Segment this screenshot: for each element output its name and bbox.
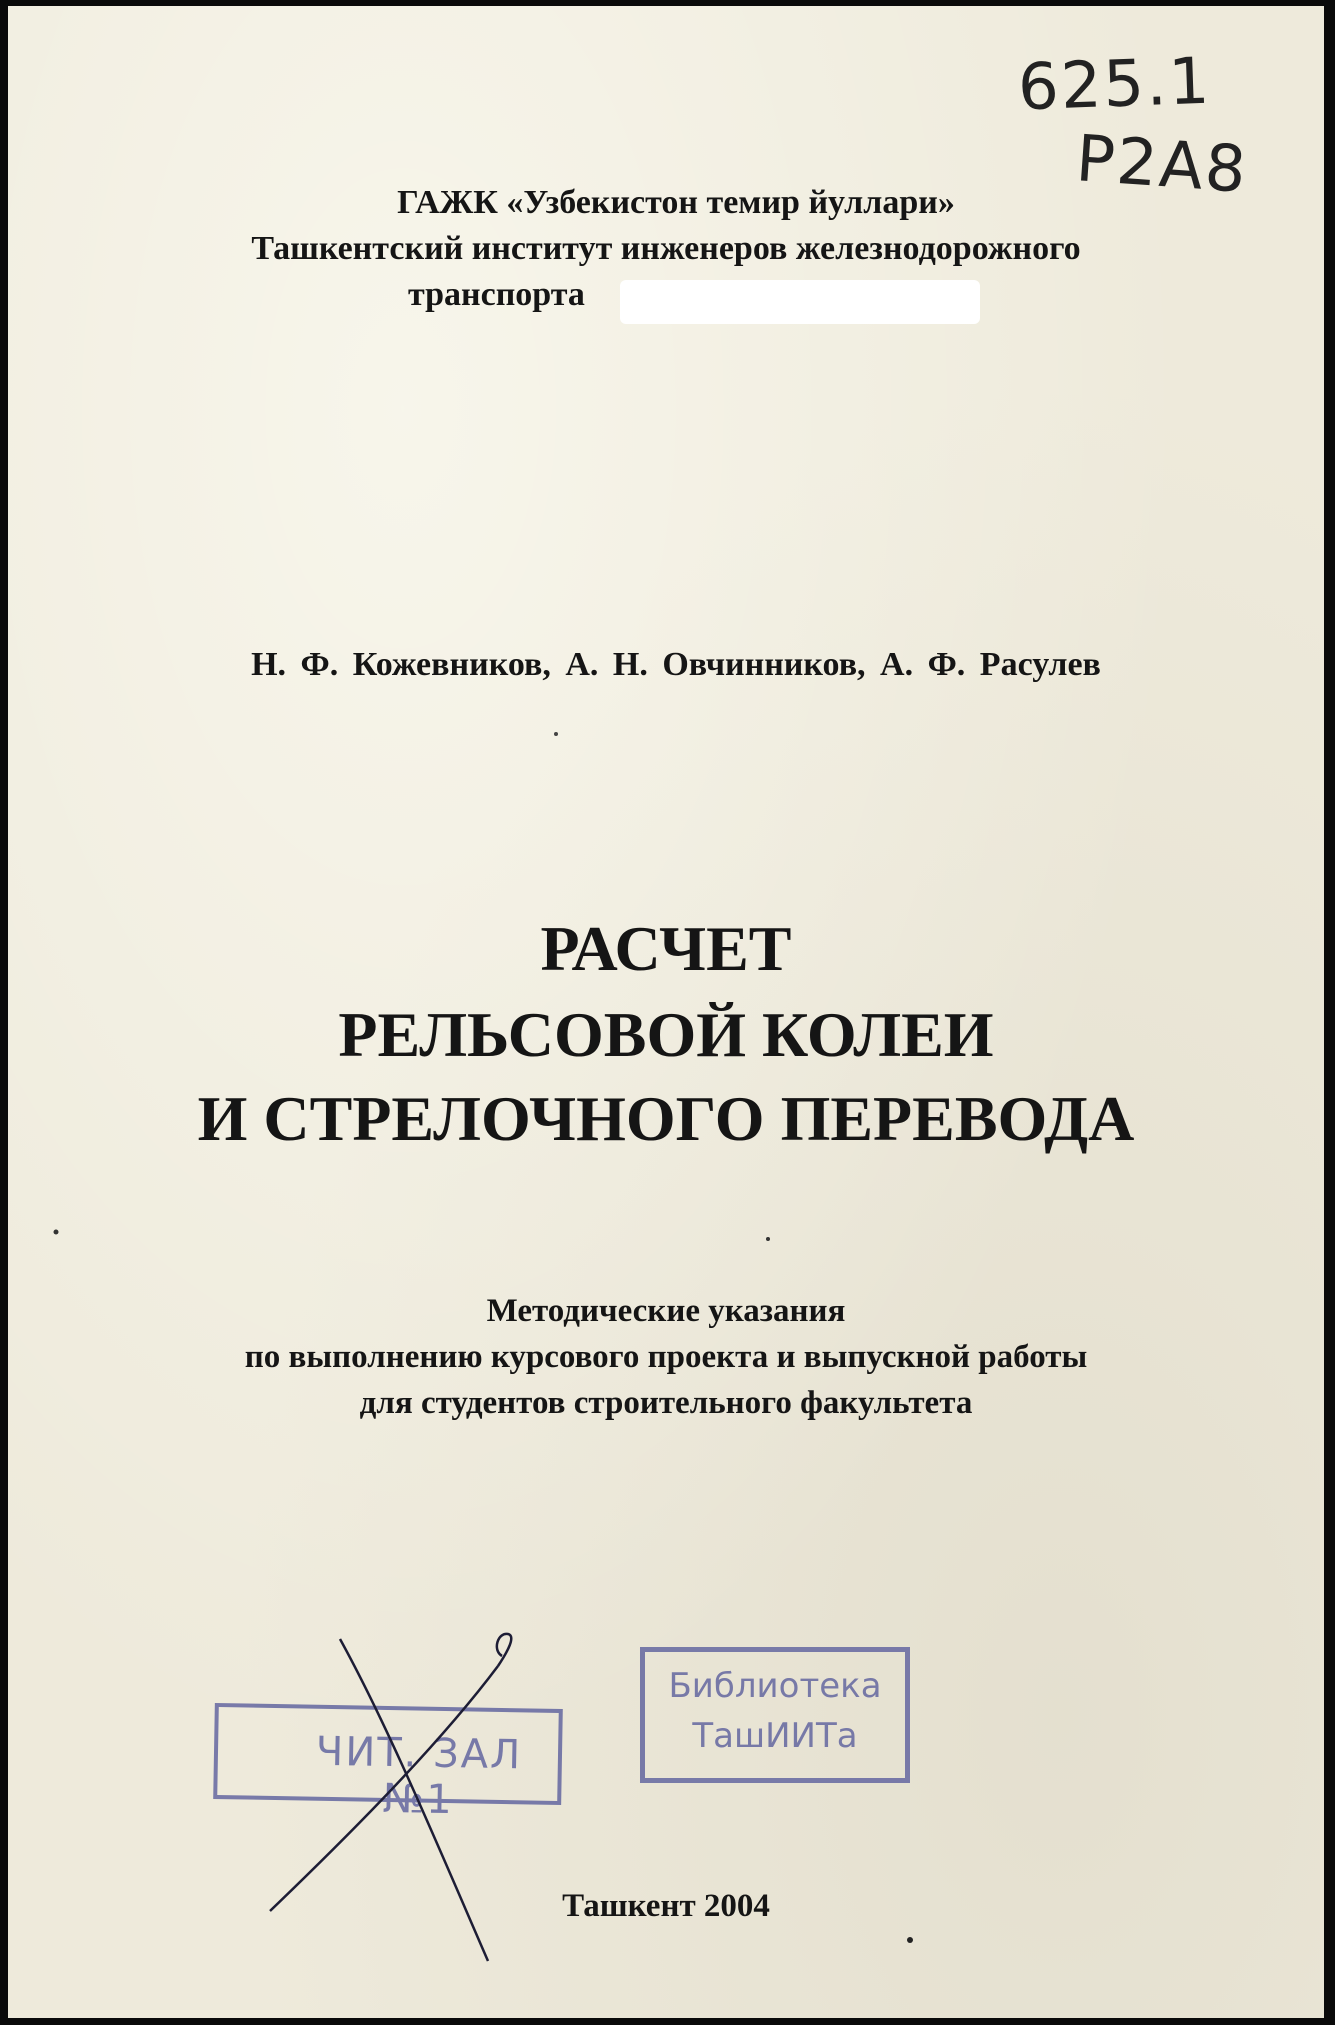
organization-line-3: транспорта [408,276,585,313]
authors-line: Н. Ф. Кожевников, А. Н. Овчинников, А. Ф. Расулев [251,646,1101,683]
reading-room-stamp-text: ЧИТ. ЗАЛ №1 [315,1728,523,1824]
organization-line-1: ГАЖК «Узбекистон темир йуллари» [397,184,955,221]
title-line-2: РЕЛЬСОВОЙ КОЛЕИ [338,999,994,1070]
organization-line-2: Ташкентский институт инженеров железнодорожного [251,230,1081,267]
library-stamp-line-1: Библиотека [668,1666,882,1706]
reading-room-stamp [213,1703,563,1824]
redaction-patch [620,280,980,324]
document-page [8,6,1324,2018]
library-stamp [640,1647,910,1783]
subtitle-line-2: по выполнению курсового проекта и выпускной работы [244,1339,1088,1375]
subtitle-line-1: Методические указания [486,1293,846,1329]
subtitle-line-3: для студентов строительного факультета [359,1385,973,1421]
title-line-3: И СТРЕЛОЧНОГО ПЕРЕВОДА [197,1083,1135,1154]
place-and-year: Ташкент 2004 [562,1888,770,1924]
library-stamp-line-2: ТашИИТа [692,1716,858,1756]
handwritten-classification-number: 625.1 [1016,44,1213,126]
handwritten-classification-code: Р2А8 [1073,122,1251,208]
title-line-1: РАСЧЕТ [540,913,792,984]
